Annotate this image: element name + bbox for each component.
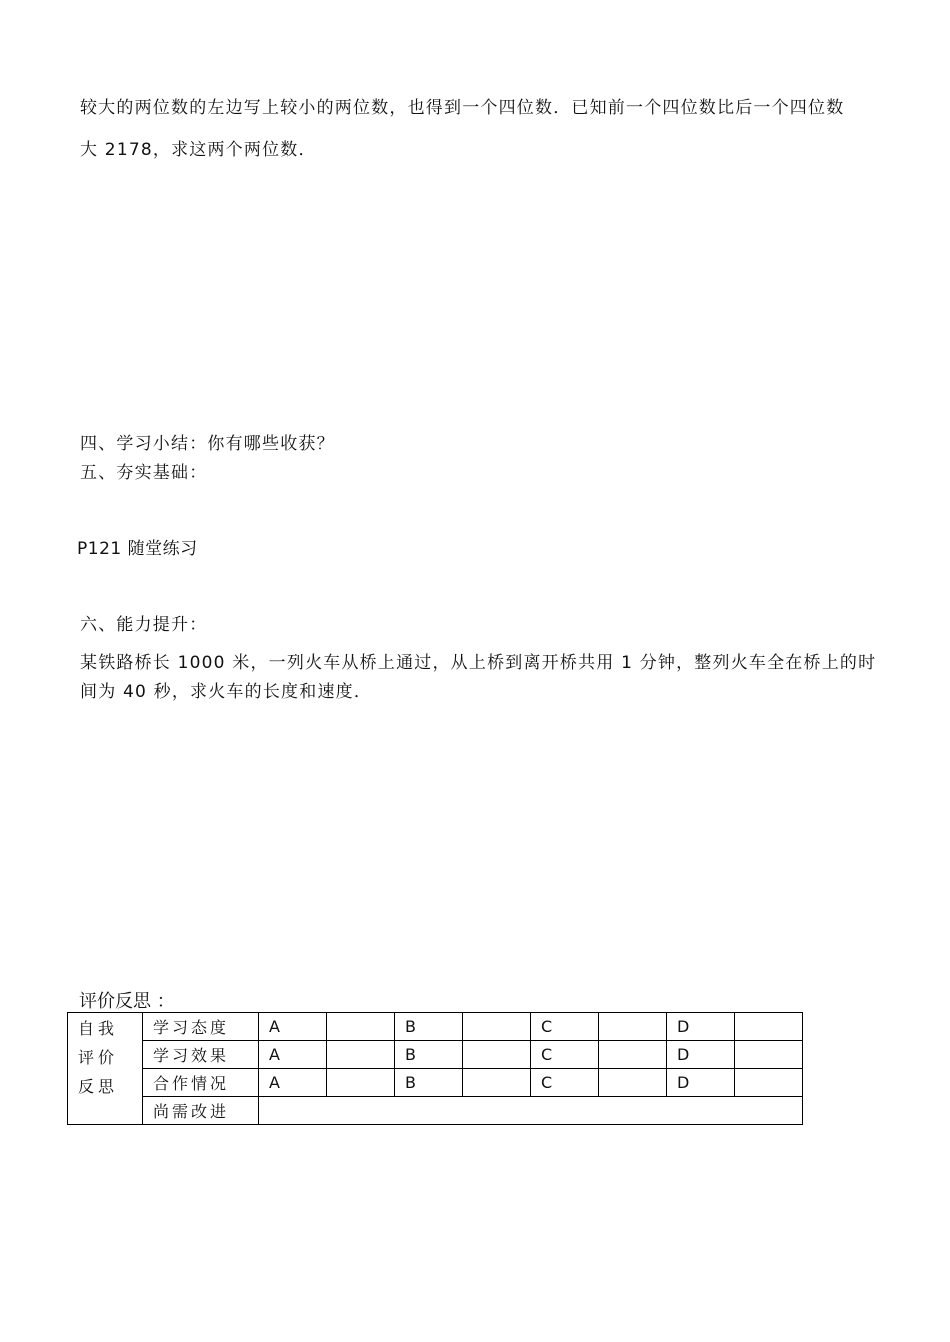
- ability-problem-line-1: 某铁路桥长 1000 米，一列火车从桥上通过，从上桥到离开桥共用 1 分钟，整列火车全在桥上的时: [80, 653, 877, 673]
- evaluation-heading: 评价反思 ：: [79, 991, 175, 1012]
- grade-d-mark-cell[interactable]: [735, 1041, 803, 1069]
- table-row: [68, 1097, 803, 1125]
- grade-a-cell: A: [259, 1013, 327, 1041]
- problem-text-line-2: 大 2178，求这两个两位数．: [80, 140, 317, 160]
- grade-b-cell: B: [395, 1013, 463, 1041]
- evaluation-table: [67, 1012, 803, 1125]
- problem-text-line-1: 较大的两位数的左边写上较小的两位数，也得到一个四位数．已知前一个四位数比后一个四位数: [80, 98, 845, 118]
- grade-c-cell: C: [531, 1041, 599, 1069]
- grade-d-mark-cell[interactable]: [735, 1069, 803, 1097]
- section-summary-heading: 四、学习小结：你有哪些收获？: [80, 434, 335, 454]
- grade-a-cell: A: [259, 1069, 327, 1097]
- row-label-cooperation: 合作情况: [143, 1069, 259, 1097]
- grade-a-cell: A: [259, 1041, 327, 1069]
- table-row: [68, 1041, 803, 1069]
- table-row: [68, 1069, 803, 1097]
- grade-c-cell: C: [531, 1013, 599, 1041]
- table-row: [68, 1013, 803, 1041]
- practice-reference: P121 随堂练习: [77, 539, 198, 559]
- category-line-2: 评价: [78, 1048, 119, 1067]
- section-foundation-heading: 五、夯实基础：: [80, 463, 208, 483]
- grade-c-mark-cell[interactable]: [599, 1041, 667, 1069]
- grade-b-mark-cell[interactable]: [463, 1069, 531, 1097]
- category-line-1: 自我: [78, 1019, 119, 1038]
- grade-d-mark-cell[interactable]: [735, 1013, 803, 1041]
- grade-d-cell: D: [667, 1041, 735, 1069]
- self-evaluation-category: [68, 1013, 143, 1125]
- row-label-attitude: 学习态度: [143, 1013, 259, 1041]
- section-ability-heading: 六、能力提升：: [80, 615, 208, 635]
- grade-b-cell: B: [395, 1041, 463, 1069]
- row-label-improvement: 尚需改进: [143, 1097, 259, 1125]
- improvement-notes-cell[interactable]: [259, 1097, 803, 1125]
- grade-b-cell: B: [395, 1069, 463, 1097]
- grade-c-cell: C: [531, 1069, 599, 1097]
- grade-c-mark-cell[interactable]: [599, 1069, 667, 1097]
- grade-a-mark-cell[interactable]: [327, 1041, 395, 1069]
- grade-a-mark-cell[interactable]: [327, 1069, 395, 1097]
- grade-c-mark-cell[interactable]: [599, 1013, 667, 1041]
- category-line-3: 反思: [78, 1077, 119, 1096]
- grade-d-cell: D: [667, 1069, 735, 1097]
- ability-problem-line-2: 间为 40 秒，求火车的长度和速度．: [80, 682, 373, 702]
- grade-d-cell: D: [667, 1013, 735, 1041]
- grade-b-mark-cell[interactable]: [463, 1041, 531, 1069]
- grade-a-mark-cell[interactable]: [327, 1013, 395, 1041]
- row-label-effect: 学习效果: [143, 1041, 259, 1069]
- grade-b-mark-cell[interactable]: [463, 1013, 531, 1041]
